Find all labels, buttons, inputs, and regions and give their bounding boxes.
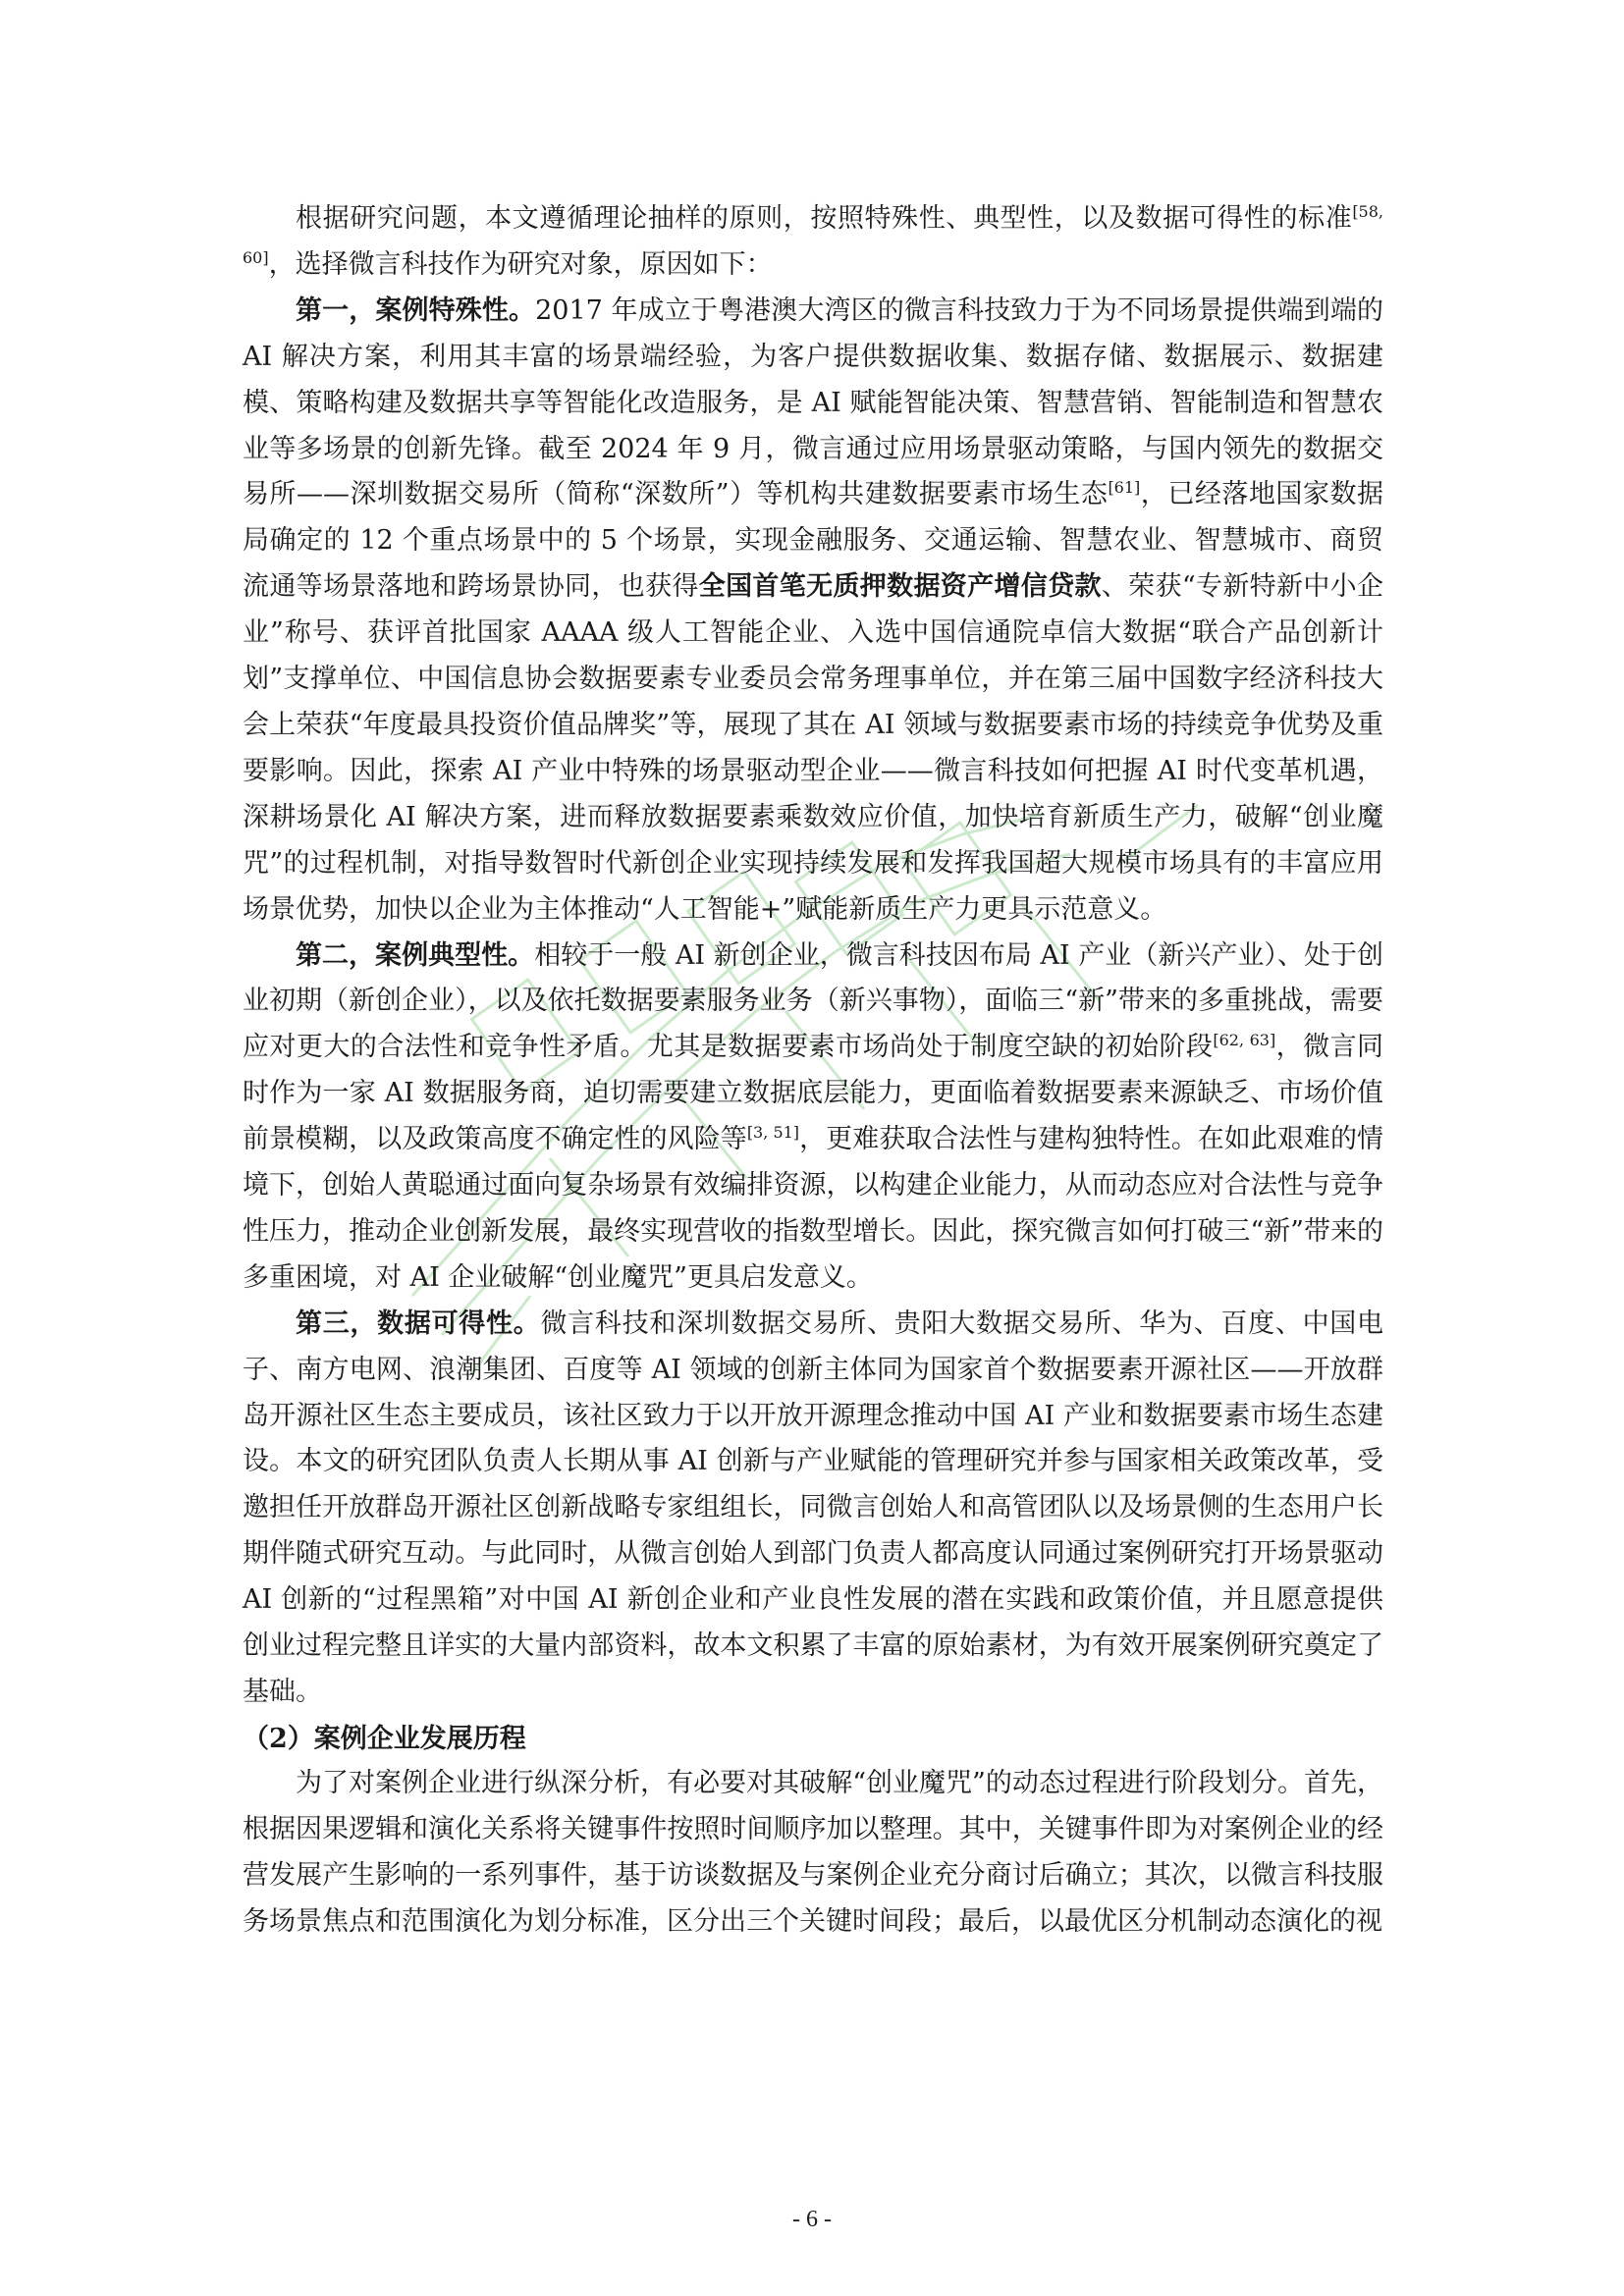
page-number: - 6 - (792, 2207, 832, 2232)
citation: [62, 63] (1213, 1031, 1276, 1050)
paragraph-development-history: 为了对案例企业进行纵深分析，有必要对其破解“创业魔咒”的动态过程进行阶段划分。首先，根据因果逻辑和演化关系将关键事件按照时间顺序加以整理。其中，关键事件即为对案例企业的经营发展产生影响的一系列事件，基于访谈数据及与案例企业充分商讨后确立；其次，以微言科技服务场景焦点和范围演化为划分标准，区分出三个关键时间段；最后，以最优区分机制动态演化的视 (243, 1767, 1383, 1937)
paragraph-lead: 第一，案例特殊性。 (296, 294, 536, 326)
paragraph-data-availability: 第三，数据可得性。微言科技和深圳数据交易所、贵阳大数据交易所、华为、百度、中国电子、南方电网、浪潮集团、百度等 AI 领域的创新主体同为国家首个数据要素开源社区——开放群岛开源社区生态主要成员，该社区致力于以开放开源理念推动中国 AI 产业和数据要素市场生态建设。本文的研究团队负责人长期从事 AI 创新与产业赋能的管理研究并参与国家相关政策改革，受邀担任开放群岛开源社区创新战略专家组组长，同微言创始人和高管团队以及场景侧的生态用户长期伴随式研究互动。与此同时，从微言创始人到部门负责人都高度认同通过案例研究打开场景驱动 AI 创新的“过程黑箱”对中国 AI 新创企业和产业良性发展的潜在实践和政策价值，并且愿意提供创业过程完整且详实的大量内部资料，故本文积累了丰富的原始素材，为有效开展案例研究奠定了基础。 (243, 1308, 1384, 1707)
paragraph-lead: 第二，案例典型性。 (296, 939, 535, 971)
citation: [61] (1108, 478, 1141, 498)
citation: [3, 51] (746, 1123, 800, 1143)
emphasis: 全国首笔无质押数据资产增信贷款 (698, 571, 1102, 603)
paragraph-intro: 根据研究问题，本文遵循理论抽样的原则，按照特殊性、典型性，以及数据可得性的标准[58, 60]，选择微言科技作为研究对象，原因如下： (243, 202, 1383, 280)
section-heading: （2）案例企业发展历程 (243, 1723, 526, 1754)
paragraph-case-typicality: 第二，案例典型性。相较于一般 AI 新创企业，微言科技因布局 AI 产业（新兴产业）、处于创业初期（新创企业），以及依托数据要素服务业务（新兴事物），面临三“新”带来的多重挑战，需要应对更大的合法性和竞争性矛盾。尤其是数据要素市场尚处于制度空缺的初始阶段[62, 63]，微言同时作为一家 AI 数据服务商，迫切需要建立数据底层能力，更面临着数据要素来源缺乏、市场价值前景模糊，以及政策高度不确定性的风险等[3, 51]，更难获取合法性与建构独特性。在如此艰难的情境下，创始人黄聪通过面向复杂场景有效编排资源，以构建企业能力，从而动态应对合法性与竞争性压力，推动企业创新发展，最终实现营收的指数型增长。因此，探究微言如何打破三“新”带来的多重困境，对 AI 企业破解“创业魔咒”更具启发意义。 (243, 939, 1384, 1293)
paragraph-case-specialty: 第一，案例特殊性。2017 年成立于粤港澳大湾区的微言科技致力于为不同场景提供端到端的 AI 解决方案，利用其丰富的场景端经验，为客户提供数据收集、数据存储、数据展示、数据建模、策略构建及数据共享等智能化改造服务，是 AI 赋能智能决策、智慧营销、智能制造和智慧农业等多场景的创新先锋。截至 2024 年 9 月，微言通过应用场景驱动策略，与国内领先的数据交易所——深圳数据交易所（简称“深数所”）等机构共建数据要素市场生态[61]，已经落地国家数据局确定的 12 个重点场景中的 5 个场景，实现金融服务、交通运输、智慧农业、智慧城市、商贸流通等场景落地和跨场景协同，也获得全国首笔无质押数据资产增信贷款、荣获“专新特新中小企业”称号、获评首批国家 AAAA 级人工智能企业、入选中国信通院卓信大数据“联合产品创新计划”支撑单位、中国信息协会数据要素专业委员会常务理事单位，并在第三届中国数字经济科技大会上荣获“年度最具投资价值品牌奖”等，展现了其在 AI 领域与数据要素市场的持续竞争优势及重要影响。因此，探索 AI 产业中特殊的场景驱动型企业——微言科技如何把握 AI 时代变革机遇，深耕场景化 AI 解决方案，进而释放数据要素乘数效应价值，加快培育新质生产力，破解“创业魔咒”的过程机制，对指导数智时代新创企业实现持续发展和发挥我国超大规模市场具有的丰富应用场景优势，加快以企业为主体推动“人工智能+”赋能新质生产力更具示范意义。 (243, 294, 1384, 925)
citation: [58, 60] (243, 202, 1383, 267)
paragraph-lead: 第三，数据可得性。 (296, 1308, 541, 1339)
body-text (243, 196, 1383, 1946)
